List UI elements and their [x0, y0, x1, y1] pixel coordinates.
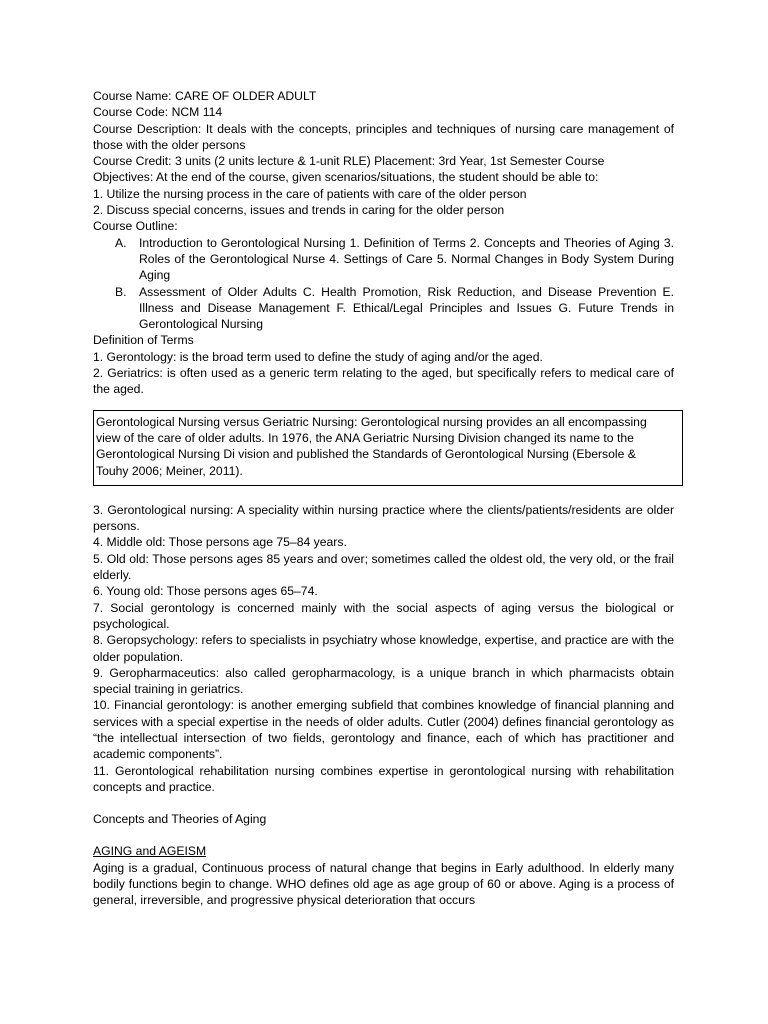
course-credit: Course Credit: 3 units (2 units lecture & 1-unit RLE) Placement: 3rd Year, 1st Semester Course [93, 154, 605, 169]
definition-item: 4. Middle old: Those persons age 75–84 years. [93, 535, 347, 550]
definitions-label: Definition of Terms [93, 333, 194, 348]
outline-marker: B. [115, 284, 127, 299]
definition-item: 8. Geropsychology: refers to specialists in psychiatry whose knowledge, expertise, and practice are with the older population. [93, 633, 674, 664]
section-heading: Concepts and Theories of Aging [93, 812, 267, 827]
outline-item [93, 284, 674, 333]
definition-item: 3. Gerontological nursing: A speciality within nursing practice where the clients/patients/residents are older persons. [93, 502, 674, 534]
callout-text: Gerontological Nursing versus Geriatric Nursing: Gerontological nursing provides an all encompassing view of the care of older adults. In 1976, the ANA Geriatric Nursing Division changed its name to the Gerontological Nursing Di vision and published the Standards of Gerontological Nursing (Ebersole & Touhy 2006; Meiner, 2011). [96, 414, 647, 478]
document-body [93, 88, 674, 909]
aging-heading: AGING and AGEISM [93, 844, 207, 859]
course-description: Course Description: It deals with the concepts, principles and techniques of nursing care management of those with the older persons [93, 121, 674, 152]
definition-item: 9. Geropharmaceutics: also called geropharmacology, is a unique branch in which pharmacists obtain special training in geriatrics. [93, 665, 674, 697]
definition-item: 5. Old old: Those persons ages 85 years and over; sometimes called the oldest old, the very old, or the frail elderly. [93, 551, 674, 583]
outline-text: Assessment of Older Adults C. Health Promotion, Risk Reduction, and Disease Prevention E. Illness and Disease Management F. Ethical/Legal Principles and Issues G. Future Trends in Gerontological Nursing [139, 284, 674, 332]
definition-item: 1. Gerontology: is the broad term used to define the study of aging and/or the aged. [93, 349, 543, 364]
spacer [93, 827, 674, 843]
definition-item: 2. Geriatrics: is often used as a generic term relating to the aged, but specifically refers to medical care of the aged. [93, 366, 674, 397]
course-name: Course Name: CARE OF OLDER ADULT [93, 89, 317, 103]
outline-text: Introduction to Gerontological Nursing 1. Definition of Terms 2. Concepts and Theories of Aging 3. Roles of the Gerontological Nurse 4. Settings of Care 5. Normal Changes in Body System During Aging [139, 235, 674, 283]
definition-item: 10. Financial gerontology: is another emerging subfield that combines knowledge of financial planning and services with a special expertise in the needs of older adults. Cutler (2004) defines financial gerontology as “the intellectual intersection of two fields, gerontology and finance, each of which has practitioner and academic components”. [93, 698, 674, 762]
objective-item: 2. Discuss special concerns, issues and trends in caring for the older person [93, 203, 505, 218]
objectives-list [93, 186, 674, 219]
course-code: Course Code: NCM 114 [93, 105, 223, 120]
definition-item: 11. Gerontological rehabilitation nursing combines expertise in gerontological nursing with rehabilitation concepts and practice. [93, 763, 674, 794]
spacer [93, 795, 674, 811]
aging-paragraph: Aging is a gradual, Continuous process of natural change that begins in Early adulthood. In elderly many bodily functions begin to change. WHO defines old age as age group of 60 or above. Aging is a process of general, irreversible, and progressive physical deterioration that occurs [93, 860, 674, 908]
outline-item [93, 235, 674, 284]
definition-item: 7. Social gerontology is concerned mainly with the social aspects of aging versus the biological or psychological. [93, 600, 674, 631]
outline-marker: A. [115, 235, 127, 250]
objectives-intro: Objectives: At the end of the course, given scenarios/situations, the student should be able to: [93, 170, 599, 185]
definition-item: 6. Young old: Those persons ages 65–74. [93, 584, 318, 599]
course-outline-label: Course Outline: [93, 219, 178, 234]
course-outline-list [93, 235, 674, 333]
callout-box [93, 410, 683, 486]
objective-item: 1. Utilize the nursing process in the care of patients with care of the older person [93, 186, 527, 201]
